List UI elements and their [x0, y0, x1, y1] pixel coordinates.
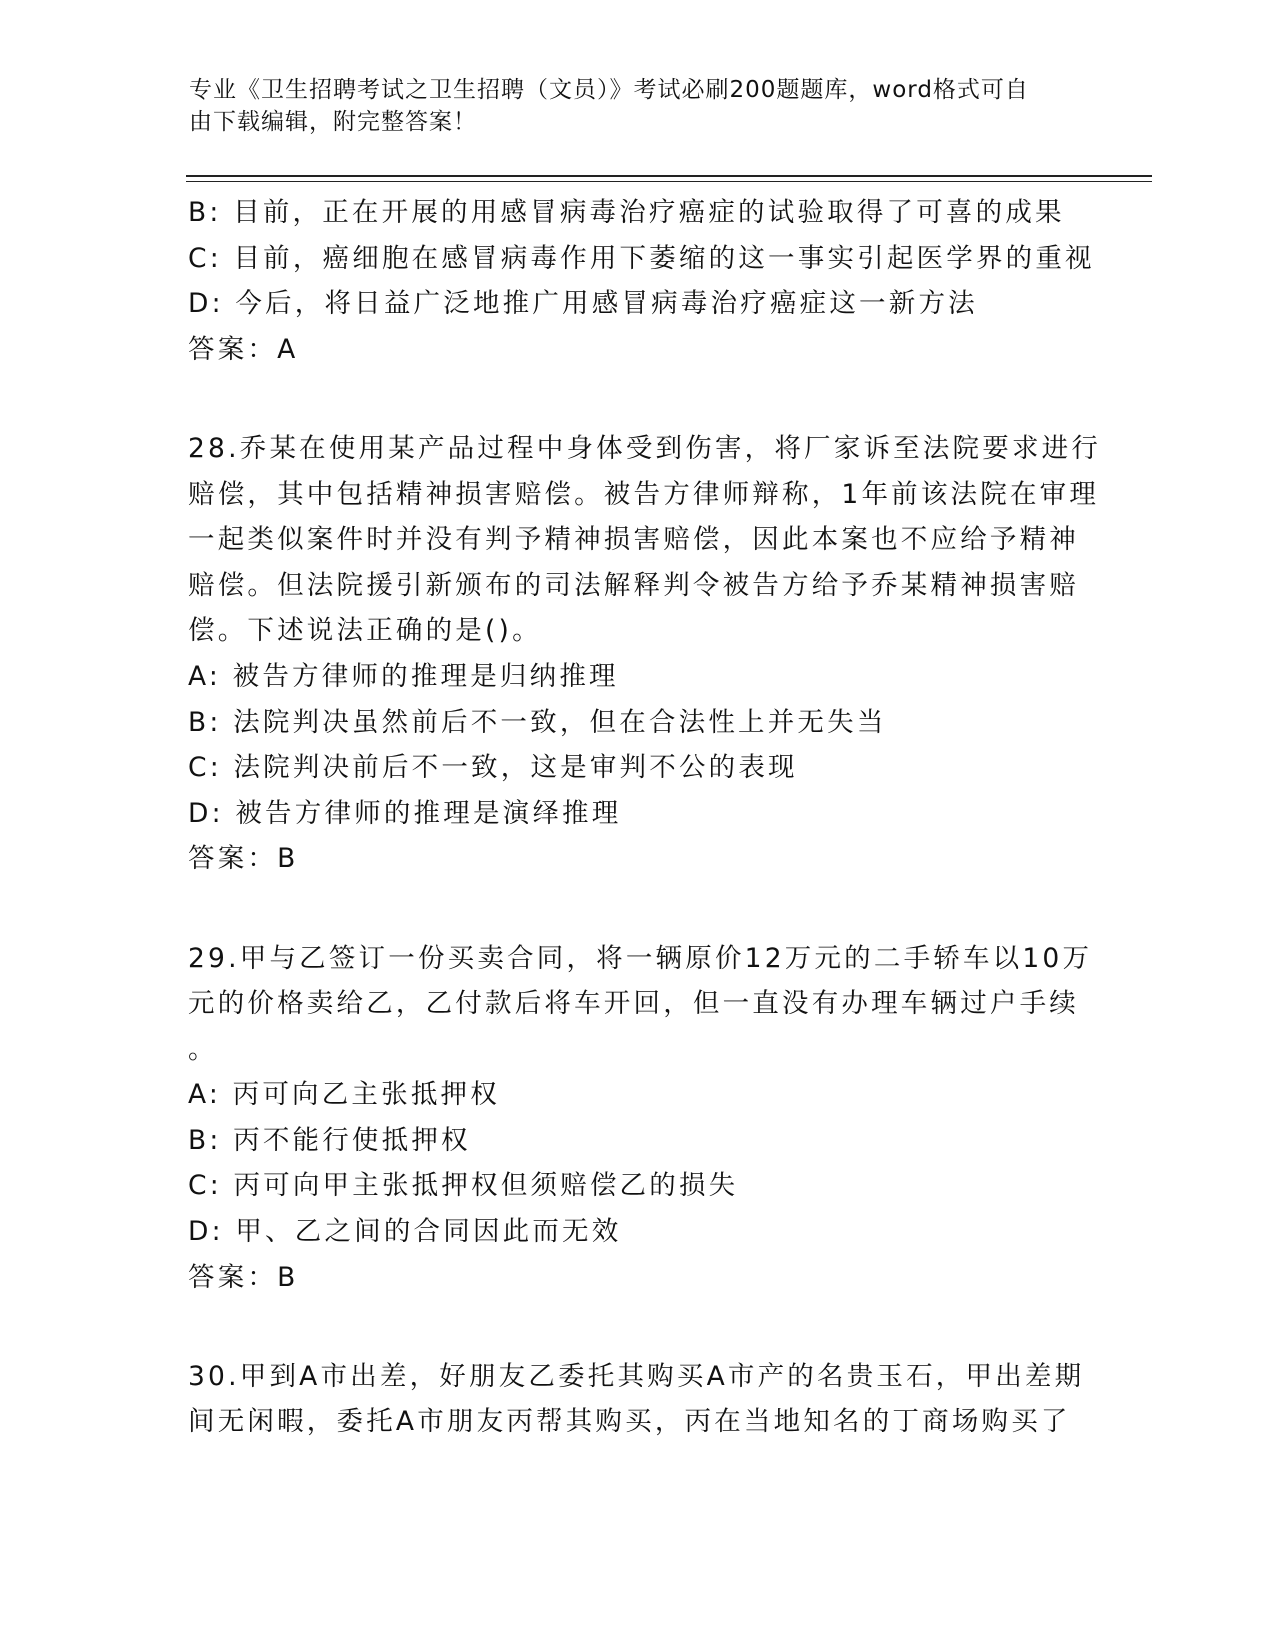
q27-answer: 答案：A: [188, 333, 299, 365]
spacer: [188, 882, 1088, 928]
q29-stem-line: 29.甲与乙签订一份买卖合同，将一辆原价12万元的二手轿车以10万: [188, 942, 1093, 974]
spacer: [188, 372, 1088, 418]
q28-option-a: A: 被告方律师的推理是归纳推理: [188, 660, 619, 692]
q29-answer: 答案：B: [188, 1261, 299, 1293]
q28-answer: 答案：B: [188, 843, 299, 875]
q28-option-c: C: 法院判决前后不一致，这是审判不公的表现: [188, 752, 798, 784]
header-rule-thick: [186, 175, 1152, 177]
q28-option-b: B: 法院判决虽然前后不一致，但在合法性上并无失当: [188, 706, 887, 738]
header-line-2: 由下载编辑，附完整答案！: [189, 109, 477, 135]
document-header: [189, 74, 1079, 138]
q29-option-a: A: 丙可向乙主张抵押权: [188, 1079, 500, 1111]
q28-stem-line: 赔偿。但法院援引新颁布的司法解释判令被告方给予乔某精神损害赔: [188, 569, 1079, 601]
q29-option-d: D: 甲、乙之间的合同因此而无效: [188, 1216, 622, 1248]
q27-option-c: C: 目前，癌细胞在感冒病毒作用下萎缩的这一事实引起医学界的重视: [188, 242, 1095, 274]
q29-option-c: C: 丙可向甲主张抵押权但须赔偿乙的损失: [188, 1170, 739, 1202]
q28-stem-line: 28.乔某在使用某产品过程中身体受到伤害，将厂家诉至法院要求进行: [188, 432, 1102, 464]
spacer: [188, 418, 1088, 426]
spacer: [188, 928, 1088, 936]
header-line-1: 专业《卫生招聘考试之卫生招聘（文员）》考试必刷200题题库，word格式可自: [189, 77, 1029, 103]
q28-option-d: D: 被告方律师的推理是演绎推理: [188, 797, 622, 829]
q28-stem-line: 赔偿，其中包括精神损害赔偿。被告方律师辩称，1年前该法院在审理: [188, 478, 1100, 510]
document-body: [188, 190, 1102, 1445]
q29-stem-line: 元的价格卖给乙，乙付款后将车开回，但一直没有办理车辆过户手续: [188, 988, 1079, 1020]
header-rule-thin: [186, 181, 1152, 182]
q30-stem-line: 间无闲暇，委托A市朋友丙帮其购买，丙在当地知名的丁商场购买了: [188, 1406, 1071, 1438]
q29-stem-line: 。: [188, 1033, 218, 1065]
q28-stem-line: 一起类似案件时并没有判予精神损害赔偿，因此本案也不应给予精神: [188, 524, 1079, 556]
q30-stem-line: 30.甲到A市出差，好朋友乙委托其购买A市产的名贵玉石，甲出差期: [188, 1360, 1085, 1392]
q27-option-b: B: 目前，正在开展的用感冒病毒治疗癌症的试验取得了可喜的成果: [188, 197, 1065, 228]
q29-option-b: B: 丙不能行使抵押权: [188, 1124, 471, 1156]
q28-stem-line: 偿。下述说法正确的是()。: [188, 615, 542, 647]
spacer: [188, 1300, 1088, 1346]
spacer: [188, 1346, 1088, 1354]
q27-option-d: D: 今后，将日益广泛地推广用感冒病毒治疗癌症这一新方法: [188, 288, 978, 320]
